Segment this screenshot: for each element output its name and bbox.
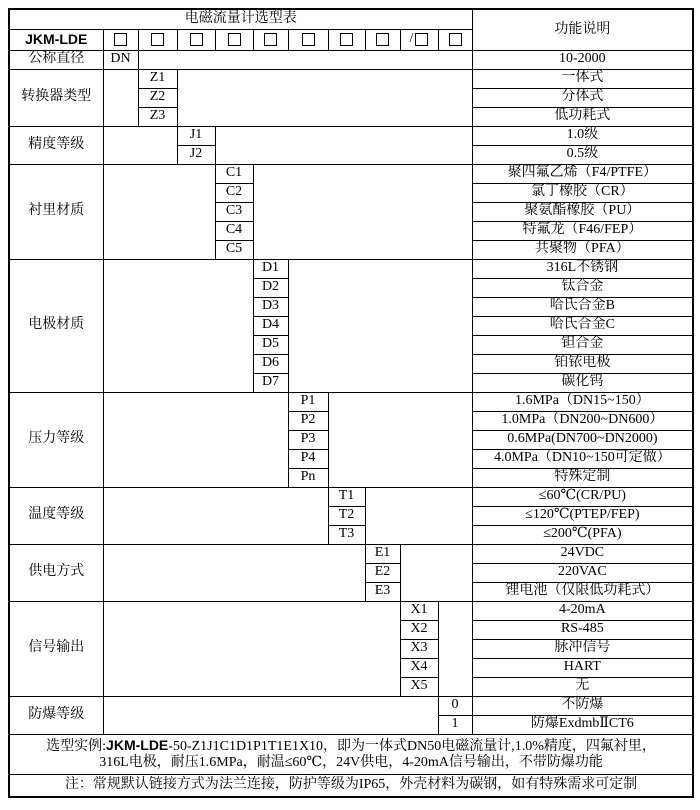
- table-title: 电磁流量计选型表: [9, 9, 472, 29]
- code-cell-p1: P1: [288, 392, 328, 411]
- empty-cell: [103, 696, 438, 734]
- code-cell-c1: C1: [215, 164, 253, 183]
- code-cell-p3: P3: [288, 430, 328, 449]
- empty-cell: [103, 126, 177, 164]
- selection-example: [9, 734, 693, 774]
- example-code-string: -50-Z1J1C1D1P1T1E1X10，即为一体式DN50电磁流量计,1.0%精度，四氟衬里，: [168, 738, 656, 754]
- code-cell-d2: D2: [253, 278, 288, 297]
- empty-cell: [328, 392, 472, 487]
- empty-cell: [103, 392, 288, 487]
- empty-cell: [103, 487, 328, 544]
- code-cell-x4: X4: [400, 658, 438, 677]
- section-label-power-supply: 供电方式: [9, 544, 103, 601]
- desc-cell-e3: 锂电池（仅限低功耗式）: [472, 582, 693, 601]
- checkbox-icon: [415, 33, 428, 46]
- desc-cell-0: 不防爆: [472, 696, 693, 715]
- code-cell-d1: D1: [253, 259, 288, 278]
- code-cell-d7: D7: [253, 373, 288, 392]
- code-cell-p2: P2: [288, 411, 328, 430]
- desc-cell-1: 防爆ExdmbⅡCT6: [472, 715, 693, 734]
- desc-cell-t2: ≤120℃(PTEP/FEP): [472, 506, 693, 525]
- section-label-nominal-diameter: 公称直径: [9, 50, 103, 69]
- checkbox-icon: [190, 33, 203, 46]
- checkbox-cell-1[interactable]: [103, 29, 138, 50]
- section-label-pressure-rating: 压力等级: [9, 392, 103, 487]
- checkbox-cell-4[interactable]: [215, 29, 253, 50]
- code-cell-t1: T1: [328, 487, 365, 506]
- code-cell-z3: Z3: [138, 107, 177, 126]
- desc-cell-z1: 一体式: [472, 69, 693, 88]
- desc-cell-d3: 哈氏合金B: [472, 297, 693, 316]
- desc-cell-z3: 低功耗式: [472, 107, 693, 126]
- desc-cell-c4: 特氟龙（F46/FEP）: [472, 221, 693, 240]
- example-prefix: 选型实例:: [46, 738, 107, 754]
- desc-cell-c2: 氯丁橡胶（CR）: [472, 183, 693, 202]
- checkbox-cell-5[interactable]: [253, 29, 288, 50]
- code-cell-d5: D5: [253, 335, 288, 354]
- section-label-explosion-proof-rating: 防爆等级: [9, 696, 103, 734]
- code-cell-j2: J2: [177, 145, 215, 164]
- empty-cell: [103, 544, 365, 601]
- checkbox-cell-10[interactable]: [438, 29, 472, 50]
- desc-cell-p3: 0.6MPa(DN700~DN2000): [472, 430, 693, 449]
- code-cell-e3: E3: [365, 582, 400, 601]
- code-cell-x5: X5: [400, 677, 438, 696]
- desc-cell-x5: 无: [472, 677, 693, 696]
- desc-cell-e1: 24VDC: [472, 544, 693, 563]
- footnote: 注：常规默认链接方式为法兰连接，防护等级为IP65，外壳材料为碳钢，如有特殊需求可定制: [9, 774, 693, 797]
- code-cell-t3: T3: [328, 525, 365, 544]
- checkbox-icon: [376, 33, 389, 46]
- empty-cell: [400, 544, 472, 601]
- desc-cell-d6: 铂铱电极: [472, 354, 693, 373]
- desc-cell-x3: 脉冲信号: [472, 639, 693, 658]
- code-cell-1: 1: [438, 715, 472, 734]
- desc-cell-d7: 碳化钨: [472, 373, 693, 392]
- empty-cell: [103, 164, 215, 259]
- code-cell-x1: X1: [400, 601, 438, 620]
- selection-example-line2: 316L电极，耐压1.6MPa，耐温≤60℃，24V供电，4-20mA信号输出，不带防爆功能: [99, 755, 603, 770]
- desc-cell-t1: ≤60℃(CR/PU): [472, 487, 693, 506]
- desc-cell-j2: 0.5级: [472, 145, 693, 164]
- empty-cell: [138, 50, 472, 69]
- section-label-electrode-material: 电极材质: [9, 259, 103, 392]
- code-cell-t2: T2: [328, 506, 365, 525]
- code-cell-x2: X2: [400, 620, 438, 639]
- desc-cell-d4: 哈氏合金C: [472, 316, 693, 335]
- flowmeter-selection-table: [8, 8, 694, 798]
- empty-cell: [215, 126, 472, 164]
- code-cell-d3: D3: [253, 297, 288, 316]
- checkbox-cell-8[interactable]: [365, 29, 400, 50]
- empty-cell: [365, 487, 472, 544]
- desc-cell-e2: 220VAC: [472, 563, 693, 582]
- desc-cell-p4: 4.0MPa（DN10~150可定做）: [472, 449, 693, 468]
- desc-cell-t3: ≤200℃(PFA): [472, 525, 693, 544]
- desc-cell-x4: HART: [472, 658, 693, 677]
- code-cell-x3: X3: [400, 639, 438, 658]
- code-cell-e1: E1: [365, 544, 400, 563]
- checkbox-icon: [449, 33, 462, 46]
- code-cell-d6: D6: [253, 354, 288, 373]
- code-cell-j1: J1: [177, 126, 215, 145]
- desc-cell-d5: 钽合金: [472, 335, 693, 354]
- checkbox-icon: [340, 33, 353, 46]
- desc-cell-j1: 1.0级: [472, 126, 693, 145]
- desc-cell-c3: 聚氨酯橡胶（PU）: [472, 202, 693, 221]
- empty-cell: [103, 259, 253, 392]
- desc-cell-d2: 钛合金: [472, 278, 693, 297]
- code-cell-z2: Z2: [138, 88, 177, 107]
- code-cell-c2: C2: [215, 183, 253, 202]
- code-cell-dn: DN: [103, 50, 138, 69]
- desc-cell-z2: 分体式: [472, 88, 693, 107]
- desc-cell-p1: 1.6MPa（DN15~150）: [472, 392, 693, 411]
- desc-cell-d1: 316L不锈钢: [472, 259, 693, 278]
- empty-cell: [103, 69, 138, 126]
- checkbox-cell-2[interactable]: [138, 29, 177, 50]
- empty-cell: [438, 601, 472, 696]
- model-prefix: JKM-LDE: [9, 29, 103, 50]
- desc-cell-x1: 4-20mA: [472, 601, 693, 620]
- checkbox-icon: [228, 33, 241, 46]
- checkbox-cell-6[interactable]: [288, 29, 328, 50]
- selection-example-line1: [12, 737, 690, 755]
- function-description-header: 功能说明: [472, 9, 693, 50]
- desc-cell-x2: RS-485: [472, 620, 693, 639]
- slash-separator: /: [409, 31, 414, 47]
- empty-cell: [288, 259, 472, 392]
- section-label-accuracy-class: 精度等级: [9, 126, 103, 164]
- desc-cell-p2: 1.0MPa（DN200~DN600）: [472, 411, 693, 430]
- code-cell-d4: D4: [253, 316, 288, 335]
- checkbox-icon: [151, 33, 164, 46]
- section-label-liner-material: 衬里材质: [9, 164, 103, 259]
- example-model: JKM-LDE: [106, 736, 169, 753]
- checkbox-cell-3[interactable]: [177, 29, 215, 50]
- section-label-converter-type: 转换器类型: [9, 69, 103, 126]
- code-cell-c4: C4: [215, 221, 253, 240]
- empty-cell: [177, 69, 472, 126]
- desc-cell-c1: 聚四氟乙烯（F4/PTFE）: [472, 164, 693, 183]
- desc-cell-dn: 10-2000: [472, 50, 693, 69]
- section-label-signal-output: 信号输出: [9, 601, 103, 696]
- checkbox-cell-9[interactable]: [400, 29, 438, 50]
- code-cell-z1: Z1: [138, 69, 177, 88]
- checkbox-icon: [114, 33, 127, 46]
- code-cell-e2: E2: [365, 563, 400, 582]
- code-cell-c3: C3: [215, 202, 253, 221]
- code-cell-0: 0: [438, 696, 472, 715]
- empty-cell: [253, 164, 472, 259]
- empty-cell: [103, 601, 400, 696]
- code-cell-p4: P4: [288, 449, 328, 468]
- section-label-temperature-rating: 温度等级: [9, 487, 103, 544]
- checkbox-cell-7[interactable]: [328, 29, 365, 50]
- checkbox-icon: [302, 33, 315, 46]
- checkbox-icon: [264, 33, 277, 46]
- code-cell-c5: C5: [215, 240, 253, 259]
- desc-cell-pn: 特殊定制: [472, 468, 693, 487]
- desc-cell-c5: 共聚物（PFA）: [472, 240, 693, 259]
- code-cell-pn: Pn: [288, 468, 328, 487]
